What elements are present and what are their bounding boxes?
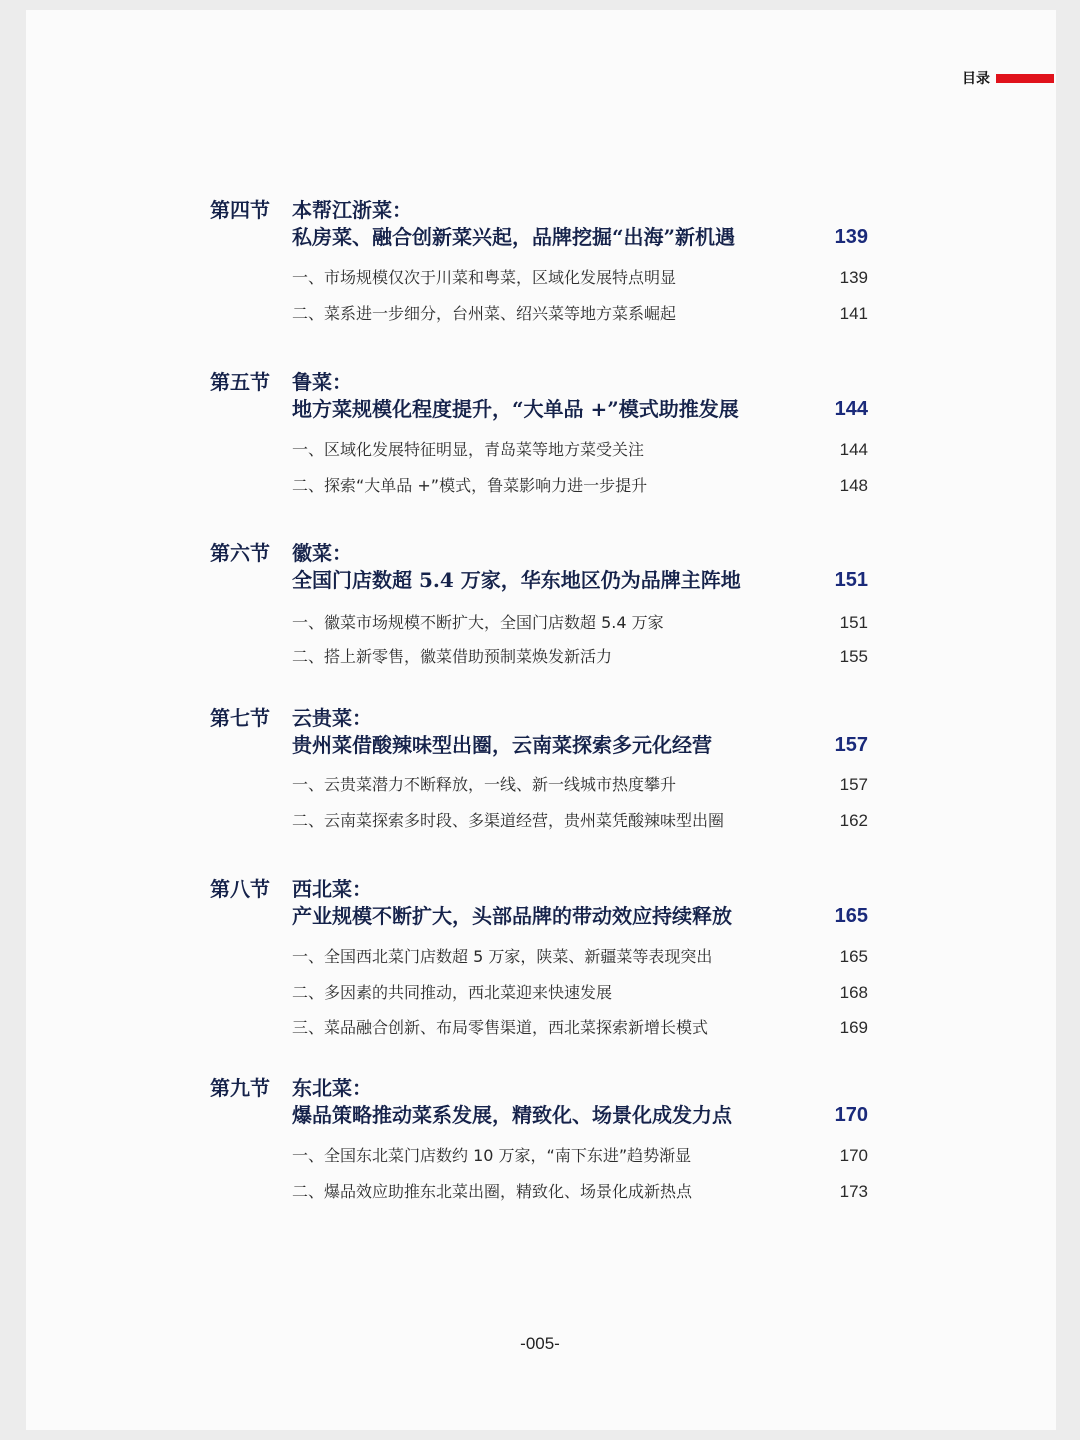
section-name: 东北菜：: [292, 1076, 372, 1100]
toc-entry-title: 二、云南菜探索多时段、多渠道经营，贵州菜凭酸辣味型出圈: [292, 811, 725, 830]
toc-entry-title: 一、全国西北菜门店数超 5 万家，陕菜、新疆菜等表现突出: [292, 947, 713, 966]
section-subtitle: 全国门店数超 5.4 万家，华东地区仍为品牌主阵地: [292, 568, 741, 592]
section-subtitle: 贵州菜借酸辣味型出圈，云南菜探索多元化经营: [292, 733, 712, 757]
section-number: 第九节: [210, 1076, 270, 1100]
toc-entry: [0, 774, 1080, 796]
section-number: 第五节: [210, 370, 270, 394]
toc-entry-page-number: 170: [839, 1146, 868, 1165]
section-name: 本帮江浙菜：: [292, 198, 412, 222]
section-name: 云贵菜：: [292, 706, 372, 730]
page-sheet: [26, 10, 1056, 1430]
toc-entry-title: 一、市场规模仅次于川菜和粤菜，区域化发展特点明显: [292, 268, 677, 287]
toc-entry: [0, 612, 1080, 634]
toc-entry-title: 三、菜品融合创新、布局零售渠道，西北菜探索新增长模式: [292, 1018, 709, 1037]
page-number: -005-: [520, 1334, 560, 1353]
toc-entry-title: 二、多因素的共同推动，西北菜迎来快速发展: [292, 983, 613, 1002]
toc-entry: [0, 946, 1080, 968]
section-page-number: 165: [834, 905, 868, 927]
section-subtitle: 私房菜、融合创新菜兴起，品牌挖掘“出海”新机遇: [292, 225, 736, 249]
toc-entry: [0, 1181, 1080, 1203]
section-page-number: 151: [834, 569, 868, 591]
section-page-number: 139: [834, 226, 868, 248]
section-page-number: 144: [834, 398, 868, 420]
toc-entry-title: 一、徽菜市场规模不断扩大，全国门店数超 5.4 万家: [292, 613, 664, 632]
section-name: 西北菜：: [292, 877, 372, 901]
toc-entry-page-number: 151: [839, 613, 868, 632]
section-page-number: 170: [834, 1104, 868, 1126]
toc-entry-page-number: 157: [839, 775, 868, 794]
toc-entry: [0, 439, 1080, 461]
toc-entry: [0, 1145, 1080, 1167]
section-subtitle: 产业规模不断扩大，头部品牌的带动效应持续释放: [292, 904, 732, 928]
toc-entry-page-number: 144: [839, 440, 868, 459]
toc-entry: [0, 982, 1080, 1004]
toc-entry-page-number: 139: [839, 268, 868, 287]
toc-entry: [0, 810, 1080, 832]
section-page-number: 157: [834, 734, 868, 756]
toc-entry-title: 一、区域化发展特征明显，青岛菜等地方菜受关注: [292, 440, 645, 459]
toc-entry-title: 二、搭上新零售，徽菜借助预制菜焕发新活力: [292, 647, 613, 666]
toc-entry: [0, 303, 1080, 325]
toc-entry-title: 一、云贵菜潜力不断释放，一线、新一线城市热度攀升: [292, 775, 677, 794]
toc-entry-page-number: 155: [839, 647, 868, 666]
section-subtitle: 爆品策略推动菜系发展，精致化、场景化成发力点: [292, 1103, 732, 1127]
toc-header-accent-bar: [996, 74, 1054, 83]
section-number: 第六节: [210, 541, 270, 565]
toc-entry-page-number: 162: [839, 811, 868, 830]
section-subtitle: 地方菜规模化程度提升，“大单品 +”模式助推发展: [292, 397, 739, 421]
toc-entry-title: 二、爆品效应助推东北菜出圈，精致化、场景化成新热点: [292, 1182, 693, 1201]
toc-entry-page-number: 169: [839, 1018, 868, 1037]
toc-header-label: 目录: [962, 71, 990, 87]
toc-entry-page-number: 165: [839, 947, 868, 966]
toc-entry-title: 二、菜系进一步细分，台州菜、绍兴菜等地方菜系崛起: [292, 304, 677, 323]
section-number: 第七节: [210, 706, 270, 730]
toc-entry: [0, 475, 1080, 497]
section-name: 鲁菜：: [292, 370, 352, 394]
toc-entry-page-number: 168: [839, 983, 868, 1002]
section-name: 徽菜：: [292, 541, 352, 565]
toc-entry-title: 二、探索“大单品 +”模式，鲁菜影响力进一步提升: [292, 476, 648, 495]
toc-entry-page-number: 173: [839, 1182, 868, 1201]
toc-entry: [0, 267, 1080, 289]
toc-entry-page-number: 141: [839, 304, 868, 323]
section-number: 第八节: [210, 877, 270, 901]
toc-entry: [0, 646, 1080, 668]
toc-entry-page-number: 148: [839, 476, 868, 495]
section-number: 第四节: [210, 198, 270, 222]
toc-entry-title: 一、全国东北菜门店数约 10 万家，“南下东进”趋势渐显: [292, 1146, 692, 1165]
toc-entry: [0, 1017, 1080, 1039]
